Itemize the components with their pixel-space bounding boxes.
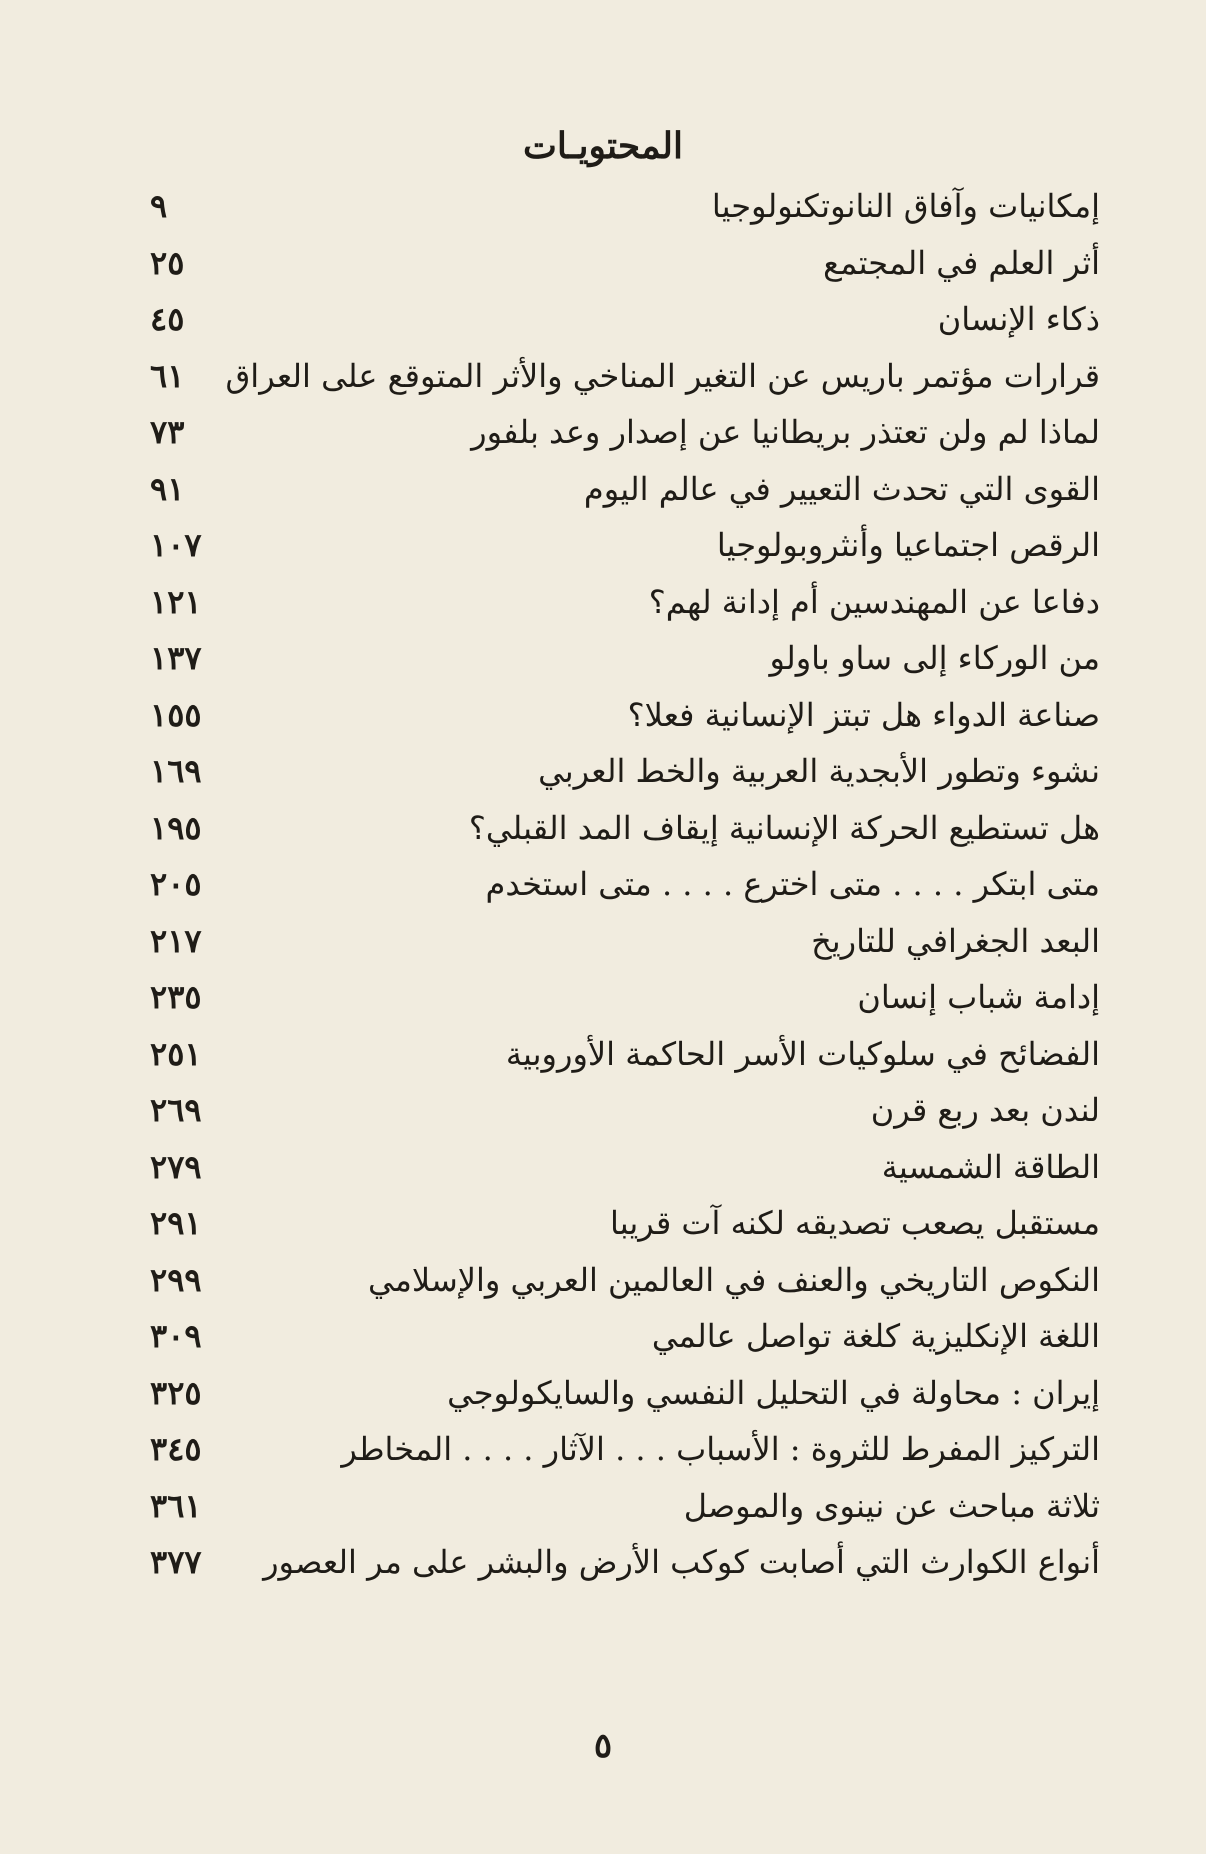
toc-entry-title: الطاقة الشمسية <box>881 1147 1100 1186</box>
toc-entry-page: ٢٧٩ <box>150 1147 202 1186</box>
toc-entry <box>150 1252 1100 1309</box>
toc-entry-title: لماذا لم ولن تعتذر بريطانيا عن إصدار وعد بلفور <box>471 413 1100 452</box>
toc-entry-page: ٣٤٥ <box>150 1430 202 1469</box>
toc-entry-title: إدامة شباب إنسان <box>857 978 1100 1017</box>
toc-entry-title: لندن بعد ربع قرن <box>870 1091 1100 1130</box>
toc-entry-page: ١٦٩ <box>150 752 202 791</box>
toc-entry-page: ٣٧٧ <box>150 1543 202 1582</box>
toc-entry-title: الفضائح في سلوكيات الأسر الحاكمة الأوروبية <box>505 1034 1100 1073</box>
toc-entry-page: ٢٥١ <box>150 1034 202 1073</box>
toc-entry-title: ذكاء الإنسان <box>937 300 1100 339</box>
toc-entry <box>150 1195 1100 1252</box>
toc-entry-page: ٢٥ <box>150 243 185 282</box>
toc-entry <box>150 1026 1100 1083</box>
toc-entry-page: ٣٦١ <box>150 1486 202 1525</box>
toc-entry-page: ١٢١ <box>150 582 202 621</box>
toc-entry-title: مستقبل يصعب تصديقه لكنه آت قريبا <box>609 1204 1100 1243</box>
toc-entry <box>150 1534 1100 1591</box>
toc-entry-page: ٩١ <box>150 469 185 508</box>
toc-entry-title: النكوص التاريخي والعنف في العالمين العربي والإسلامي <box>368 1260 1100 1299</box>
toc-entry-title: البعد الجغرافي للتاريخ <box>811 921 1100 960</box>
toc-entry-page: ٢٩٩ <box>150 1260 202 1299</box>
toc-entry-title: من الوركاء إلى ساو باولو <box>769 639 1100 678</box>
toc-entry-title: ثلاثة مباحث عن نينوى والموصل <box>683 1486 1100 1525</box>
toc-entry-page: ٦١ <box>150 356 185 395</box>
toc-entry-title: الرقص اجتماعيا وأنثروبولوجيا <box>716 526 1100 565</box>
toc-entry-page: ٧٣ <box>150 413 185 452</box>
toc-entry <box>150 913 1100 970</box>
toc-entry-page: ٢٠٥ <box>150 865 202 904</box>
toc-entry <box>150 1139 1100 1196</box>
page-number: ٥ <box>593 1726 613 1766</box>
toc-entry <box>150 687 1100 744</box>
toc-entry-title: قرارات مؤتمر باريس عن التغير المناخي والأثر المتوقع على العراق <box>225 356 1100 395</box>
toc-entry <box>150 1421 1100 1478</box>
toc-entry-title: إمكانيات وآفاق النانوتكنولوجيا <box>711 187 1100 226</box>
toc-entry <box>150 461 1100 518</box>
toc-entry-page: ٣٢٥ <box>150 1373 202 1412</box>
page-title: المحتويـات <box>523 125 683 167</box>
toc-entry <box>150 235 1100 292</box>
toc-entry-page: ٩ <box>150 187 168 226</box>
toc-entry-page: ١٥٥ <box>150 695 202 734</box>
toc-entry-page: ٣٠٩ <box>150 1317 202 1356</box>
toc-entry-title: متى ابتكر . . . . متى اخترع . . . . متى استخدم <box>485 865 1100 904</box>
toc-entry-title: دفاعا عن المهندسين أم إدانة لهم؟ <box>648 582 1100 621</box>
toc-entry <box>150 969 1100 1026</box>
toc-entry-page: ١٣٧ <box>150 639 202 678</box>
toc-entry <box>150 630 1100 687</box>
toc-entry <box>150 178 1100 235</box>
toc-entry <box>150 517 1100 574</box>
toc-entry <box>150 291 1100 348</box>
toc-entry-title: صناعة الدواء هل تبتز الإنسانية فعلا؟ <box>627 695 1100 734</box>
toc-entry-page: ١٩٥ <box>150 808 202 847</box>
toc-entry <box>150 743 1100 800</box>
toc-entry-title: نشوء وتطور الأبجدية العربية والخط العربي <box>538 752 1100 791</box>
toc-entry <box>150 1308 1100 1365</box>
toc-entry-page: ١٠٧ <box>150 526 202 565</box>
toc-entry-title: أنواع الكوارث التي أصابت كوكب الأرض والبشر على مر العصور <box>263 1543 1100 1582</box>
toc-entry <box>150 1478 1100 1535</box>
toc-entry <box>150 800 1100 857</box>
toc-entry-page: ٢٣٥ <box>150 978 202 1017</box>
toc-entry <box>150 404 1100 461</box>
toc-entry-page: ٢١٧ <box>150 921 202 960</box>
toc-entry-title: اللغة الإنكليزية كلغة تواصل عالمي <box>651 1317 1100 1356</box>
toc-entry-title: أثر العلم في المجتمع <box>823 243 1100 282</box>
toc-entry-page: ٢٦٩ <box>150 1091 202 1130</box>
toc-entry-title: إيران : محاولة في التحليل النفسي والسايكولوجي <box>447 1373 1100 1412</box>
toc-entry <box>150 1365 1100 1422</box>
toc-entry-page: ٢٩١ <box>150 1204 202 1243</box>
toc-entry <box>150 1082 1100 1139</box>
toc-entry <box>150 856 1100 913</box>
toc-entry-title: القوى التي تحدث التعيير في عالم اليوم <box>583 469 1100 508</box>
toc-entry-title: التركيز المفرط للثروة : الأسباب . . . الآثار . . . . المخاطر <box>341 1430 1100 1469</box>
toc-entry-title: هل تستطيع الحركة الإنسانية إيقاف المد القبلي؟ <box>468 808 1100 847</box>
toc-entry <box>150 574 1100 631</box>
toc-entry-page: ٤٥ <box>150 300 185 339</box>
table-of-contents <box>150 178 1100 1591</box>
toc-entry <box>150 348 1100 405</box>
